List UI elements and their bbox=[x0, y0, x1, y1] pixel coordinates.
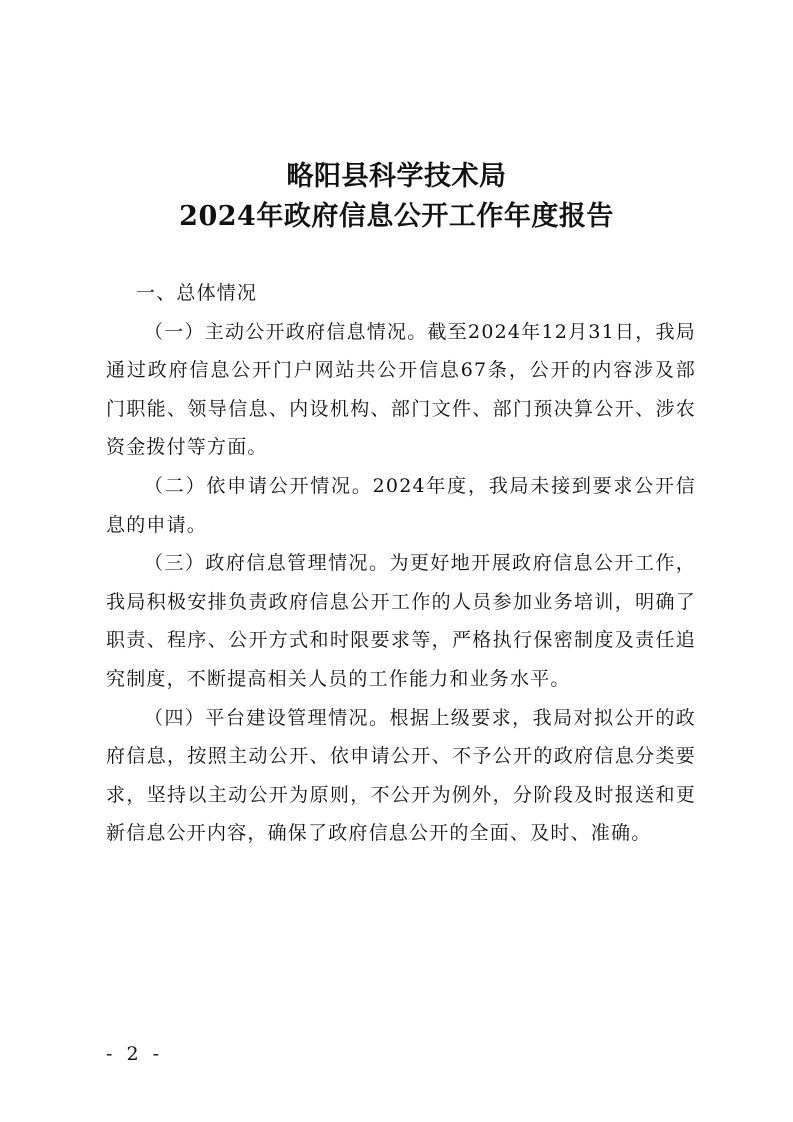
document-title-line-2: 2024年政府信息公开工作年度报告 bbox=[179, 201, 614, 232]
paragraph-proactive-disclosure: （一）主动公开政府信息情况。截至2024年12月31日，我局通过政府信息公开门户网站共公开信息67条，公开的内容涉及部门职能、领导信息、内设机构、部门文件、部门预决算公开、涉农资金拨付等方面。 bbox=[106, 320, 696, 459]
document-body bbox=[106, 274, 696, 853]
paragraph-information-management: （三）政府信息管理情况。为更好地开展政府信息公开工作，我局积极安排负责政府信息公开工作的人员参加业务培训，明确了职责、程序、公开方式和时限要求等，严格执行保密制度及责任追究制度，不断提高相关人员的工作能力和业务水平。 bbox=[106, 552, 696, 690]
section-heading: 一、总体情况 bbox=[136, 282, 258, 304]
paragraph-platform-management: （四）平台建设管理情况。根据上级要求，我局对拟公开的政府信息，按照主动公开、依申请公开、不予公开的政府信息分类要求，坚持以主动公开为原则，不公开为例外，分阶段及时报送和更新信息公开内容，确保了政府信息公开的全面、及时、准确。 bbox=[106, 706, 696, 845]
paragraph-request-disclosure: （二）依申请公开情况。2024年度，我局未接到要求公开信息的申请。 bbox=[106, 474, 696, 536]
document-title-line-1: 略阳县科学技术局 bbox=[286, 161, 507, 192]
page-number: - 2 - bbox=[106, 1043, 164, 1065]
